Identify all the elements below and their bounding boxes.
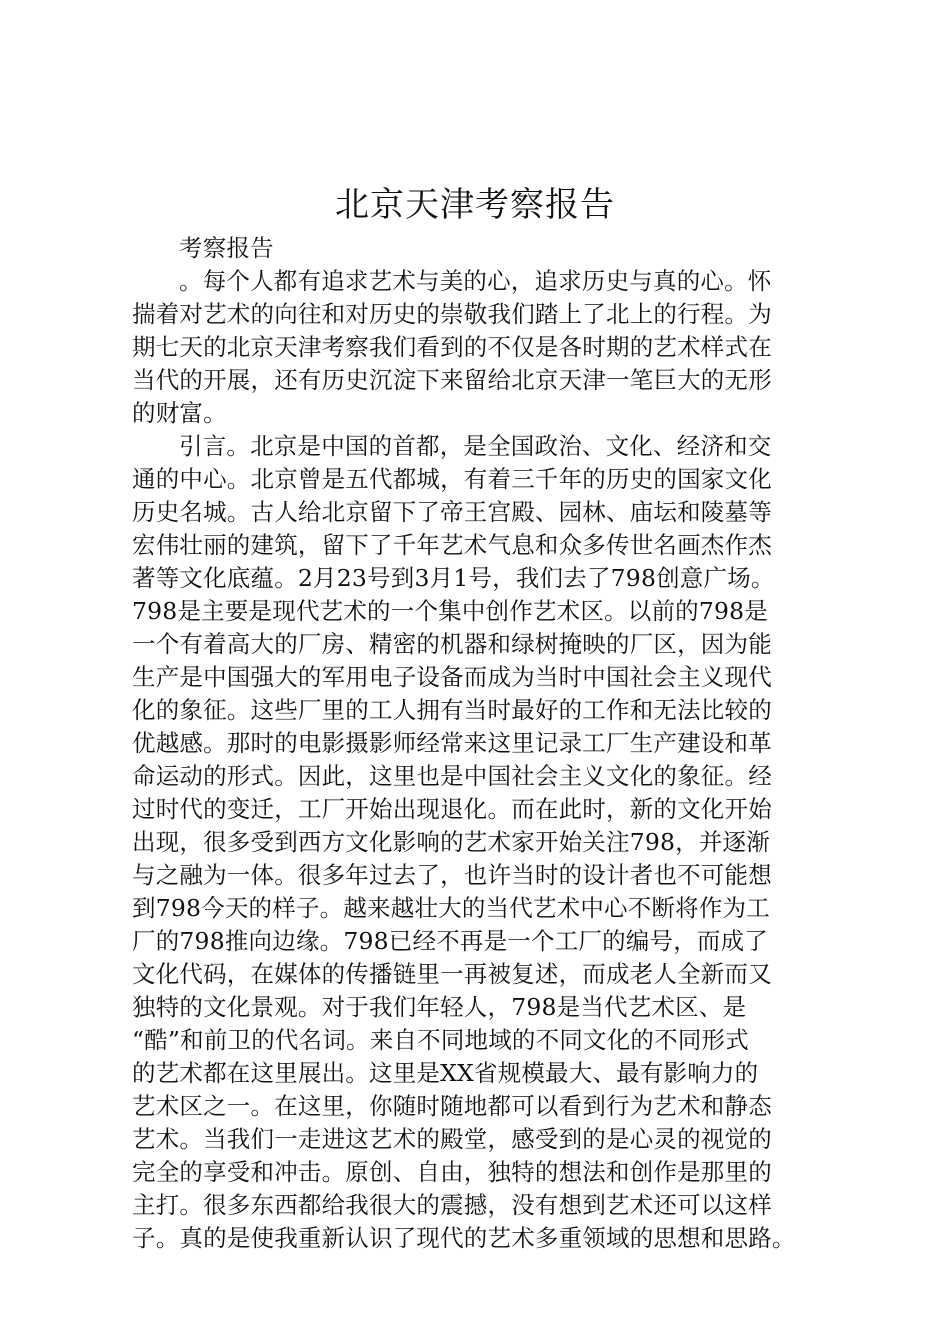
- text-line: “酷”和前卫的代名词。来自不同地域的不同文化的不同形式: [132, 1026, 749, 1054]
- text-line: 化的象征。这些厂里的工人拥有当时最好的工作和无法比较的: [132, 696, 772, 724]
- text-line: 艺术区之一。在这里，你随时随地都可以看到行为艺术和静态: [132, 1092, 772, 1120]
- text-line: 一个有着高大的厂房、精密的机器和绿树掩映的厂区，因为能: [132, 630, 772, 658]
- text-line: 过时代的变迁，工厂开始出现退化。而在此时，新的文化开始: [132, 795, 772, 823]
- text-line: 优越感。那时的电影摄影师经常来这里记录工厂生产建设和革: [132, 729, 772, 757]
- text-line: 主打。很多东西都给我很大的震撼，没有想到艺术还可以这样: [132, 1191, 772, 1219]
- text-line-paragraph-start: 。每个人都有追求艺术与美的心，追求历史与真的心。怀: [179, 267, 772, 295]
- document-body: [132, 232, 832, 1255]
- text-line: 厂的798推向边缘。798已经不再是一个工厂的编号，而成了: [132, 927, 769, 955]
- text-line: 完全的享受和冲击。原创、自由，独特的想法和创作是那里的: [132, 1158, 772, 1186]
- text-line: 著等文化底蕴。2月23号到3月1号，我们去了798创意广场。: [132, 564, 775, 592]
- text-line: 独特的文化景观。对于我们年轻人，798是当代艺术区、是: [132, 993, 747, 1021]
- text-line: 子。真的是使我重新认识了现代的艺术多重领域的思想和思路。: [132, 1224, 796, 1252]
- text-line-paragraph-start: 引言。北京是中国的首都，是全国政治、文化、经济和交: [179, 432, 772, 460]
- text-line: 的艺术都在这里展出。这里是XX省规模最大、最有影响力的: [132, 1059, 759, 1087]
- text-line: 与之融为一体。很多年过去了，也许当时的设计者也不可能想: [132, 861, 772, 889]
- text-line: 期七天的北京天津考察我们看到的不仅是各时期的艺术样式在: [132, 333, 772, 361]
- text-line: 生产是中国强大的军用电子设备而成为当时中国社会主义现代: [132, 663, 772, 691]
- text-line: 798是主要是现代艺术的一个集中创作艺术区。以前的798是: [132, 597, 769, 625]
- text-line: 通的中心。北京曾是五代都城，有着三千年的历史的国家文化: [132, 465, 772, 493]
- text-line: 宏伟壮丽的建筑，留下了千年艺术气息和众多传世名画杰作杰: [132, 531, 772, 559]
- text-line: 当代的开展，还有历史沉淀下来留给北京天津一笔巨大的无形: [132, 366, 772, 394]
- text-line: 出现，很多受到西方文化影响的艺术家开始关注798，并逐渐: [132, 828, 770, 856]
- text-line-subtitle: 考察报告: [179, 234, 274, 262]
- text-line: 历史名城。古人给北京留下了帝王宫殿、园林、庙坛和陵墓等: [132, 498, 772, 526]
- text-line: 的财富。: [132, 399, 227, 427]
- text-line: 艺术。当我们一走进这艺术的殿堂，感受到的是心灵的视觉的: [132, 1125, 772, 1153]
- text-line: 命运动的形式。因此，这里也是中国社会主义文化的象征。经: [132, 762, 772, 790]
- text-line: 揣着对艺术的向往和对历史的崇敬我们踏上了北上的行程。为: [132, 300, 772, 328]
- document-title: 北京天津考察报告: [335, 185, 615, 225]
- text-line: 文化代码，在媒体的传播链里一再被复述，而成老人全新而又: [132, 960, 772, 988]
- text-line: 到798今天的样子。越来越壮大的当代艺术中心不断将作为工: [132, 894, 770, 922]
